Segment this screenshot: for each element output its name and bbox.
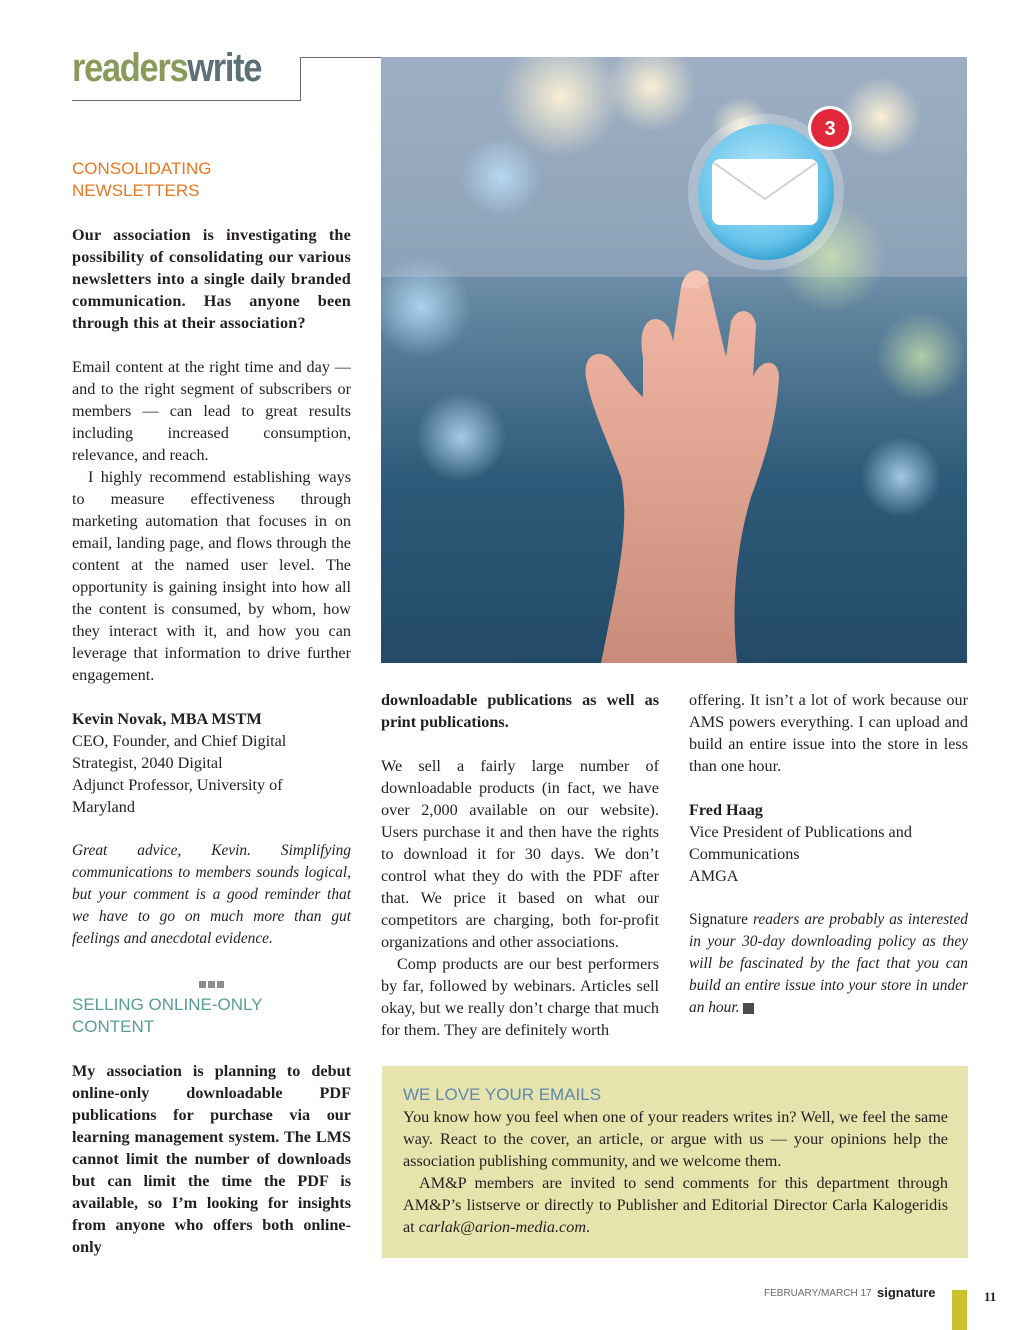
notification-badge xyxy=(808,106,852,150)
email-notification-photo xyxy=(381,57,967,663)
answer-paragraph: We sell a fairly large number of downloadable products (in fact, we have over 2,000 available on our website). Users purchase it and then have the rights to download it for 30 days. We don’t control what they do with the PDF after that. We price it based on what our competitors are charging, both for-profit organizations and other associations. xyxy=(381,757,659,951)
author-title: Strategist, 2040 Digital xyxy=(72,754,223,772)
heading-line: CONTENT xyxy=(72,1017,155,1036)
editor-note: Great advice, Kevin. Simplifying communications to members sounds logical, but your comment is a good reminder that we have to go on much more than gut feelings and anecdotal evidence. xyxy=(72,842,351,947)
masthead-word-readers: readers xyxy=(72,46,188,90)
author-title: Vice President of Publications and xyxy=(689,823,912,841)
answer-paragraph: offering. It isn’t a lot of work because our AMS powers everything. I can upload and build an entire issue into the store in less than one hour. xyxy=(689,691,968,775)
masthead-word-write: write xyxy=(187,46,262,90)
heading-line: SELLING ONLINE-ONLY xyxy=(72,995,263,1014)
department-title xyxy=(72,44,261,92)
right-column xyxy=(689,689,968,1019)
section-heading-newsletters xyxy=(72,158,351,202)
spacer xyxy=(72,334,351,356)
author-name: Fred Haag xyxy=(689,801,763,819)
author-title: Communications xyxy=(689,845,800,863)
page-number: 11 xyxy=(984,1289,997,1304)
author-title: AMGA xyxy=(689,867,739,885)
spacer xyxy=(72,818,351,840)
spacer xyxy=(72,686,351,708)
masthead-rule-right xyxy=(300,57,301,101)
box-paragraph-end: . xyxy=(586,1218,591,1236)
department-masthead xyxy=(72,44,302,102)
issue-date: FEBRUARY/MARCH 17 xyxy=(764,1288,872,1299)
masthead-rule-bottom xyxy=(72,100,301,101)
box-paragraph: You know how you feel when one of your readers writes in? Well, we feel the same way. React to the cover, an article, or argue with us — your opinions help the association publishing community, and we welcome them. xyxy=(403,1108,948,1170)
spacer xyxy=(72,202,351,224)
badge-count: 3 xyxy=(824,118,836,140)
question-online-content-continued: downloadable publications as well as print publications. xyxy=(381,691,659,731)
author-name: Kevin Novak, MBA MSTM xyxy=(72,710,262,728)
footer-accent-bar xyxy=(952,1290,967,1330)
end-mark xyxy=(743,1003,754,1014)
masthead-rule-top xyxy=(300,57,382,58)
envelope-icon xyxy=(712,159,818,225)
heading-line: CONSOLIDATING xyxy=(72,159,212,178)
editor-note xyxy=(689,909,968,1019)
magazine-title: signature xyxy=(877,1285,936,1300)
spacer xyxy=(72,950,351,972)
email-link[interactable]: carlak@arion-media.com xyxy=(418,1218,587,1236)
spacer xyxy=(689,887,968,909)
spacer xyxy=(72,1038,351,1060)
we-love-your-emails-box xyxy=(382,1066,968,1258)
spacer xyxy=(381,733,659,755)
section-heading-online-content xyxy=(72,994,351,1038)
answer-paragraph: Email content at the right time and day — and to the right segment of subscribers or members — can lead to great results including increased consumption, relevance, and reach. xyxy=(72,358,351,464)
box-paragraph xyxy=(403,1172,948,1238)
question-newsletters: Our association is investigating the possibility of consolidating our various newsletters into a single daily branded communication. Has anyone been through this at their association? xyxy=(72,226,351,332)
editor-note-text: readers are probably as interested in your 30-day downloading policy as they will be fascinated by the fact that you can build an entire issue into your store in under an hour. xyxy=(689,911,968,1016)
middle-column xyxy=(381,689,659,1041)
question-online-content: My association is planning to debut online-only downloadable PDF publications for purchase via our learning management system. The LMS cannot limit the number of downloads but can limit the time the PDF is available, so I’m looking for insights from anyone who offers both online-only xyxy=(72,1062,351,1256)
answer-paragraph: I highly recommend establishing ways to measure effectiveness through marketing automation that focuses in on email, landing page, and flows through the content at the named user level. The opportunity is gaining insight into how all the content is consumed, by whom, how they interact with it, and how you can leverage that information to drive further engagement. xyxy=(72,468,351,684)
spacer xyxy=(689,777,968,799)
answer-paragraph: Comp products are our best performers by far, followed by webinars. Articles sell okay, but we really don’t charge that much for them. They are definitely worth xyxy=(381,955,659,1039)
author-title: Maryland xyxy=(72,798,135,816)
section-divider-dots xyxy=(72,972,351,994)
box-paragraph-text: AM&P members are invited to send comments for this department through AM&P’s listserve or directly to Publisher and Editorial Director Carla Kalogeridis at xyxy=(403,1174,948,1236)
heading-line: NEWSLETTERS xyxy=(72,181,200,200)
magazine-name: Signature xyxy=(689,911,748,928)
author-title: Adjunct Professor, University of xyxy=(72,776,283,794)
author-title: CEO, Founder, and Chief Digital xyxy=(72,732,287,750)
left-column xyxy=(72,158,351,1258)
box-heading: WE LOVE YOUR EMAILS xyxy=(403,1085,602,1104)
